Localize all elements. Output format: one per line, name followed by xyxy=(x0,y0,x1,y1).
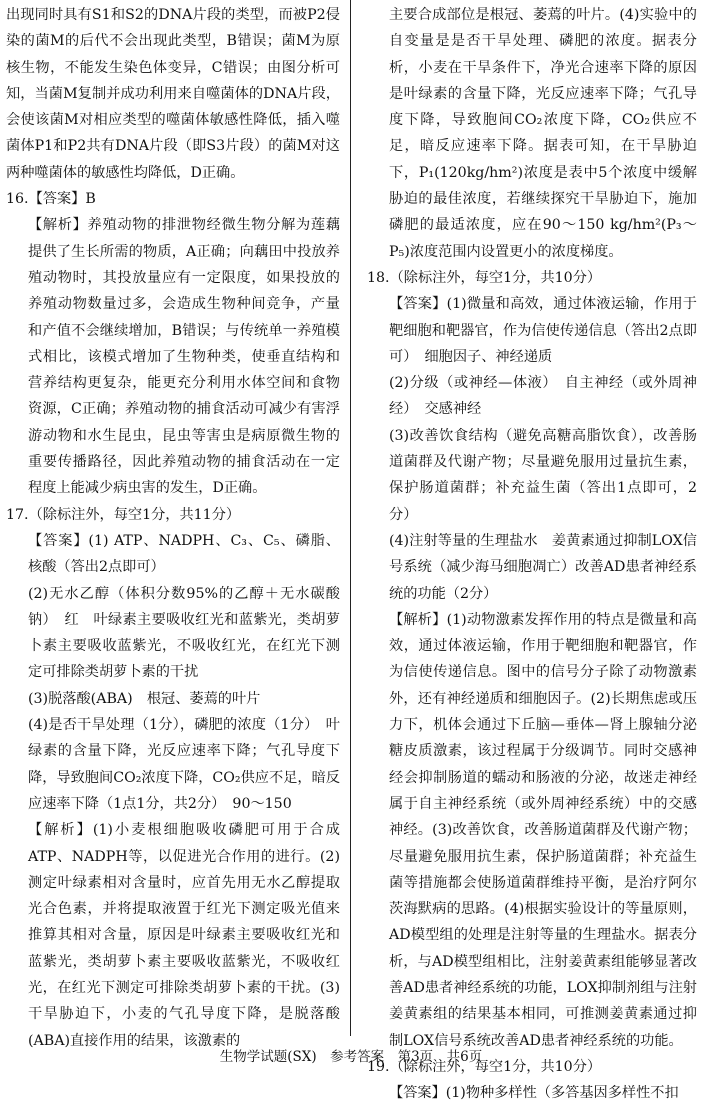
paragraph-q18-a2: (2)分级（或神经—体液） 自主神经（或外周神经） 交感神经 xyxy=(389,375,697,418)
paragraph-q18-a1: 【答案】(1)微量和高效，通过体液运输，作用于靶细胞和靶器官，作为信使传递信息（答出2点即可） 细胞因子、神经递质 xyxy=(389,296,697,365)
paragraph-q17-head: 17.（除标注外，每空1分，共11分） xyxy=(6,506,241,523)
paragraph-q17-a2: (2)无水乙醇（体积分数95%的乙醇＋无水碳酸钠） 红 叶绿素主要吸收红光和蓝紫光，类胡萝卜素主要吸收蓝紫光，不吸收红光，在红光下测定可排除类胡萝卜素的干扰 xyxy=(28,585,340,681)
paragraph-q18-a4: (4)注射等量的生理盐水 姜黄素通过抑制LOX信号系统（减少海马细胞凋亡）改善AD患者神经系统的功能（2分） xyxy=(389,532,697,602)
paragraph-q19-head: 19.（除标注外，每空1分，共10分） xyxy=(367,1058,602,1075)
paragraph-q17-a3: (3)脱落酸(ABA) 根冠、萎蔫的叶片 xyxy=(28,690,261,707)
paragraph-q17-jiexi-cont: 主要合成部位是根冠、萎蔫的叶片。(4)实验中的自变量是是否干旱处理、磷肥的浓度。据表分析，小麦在干旱条件下，净光合速率下降的原因是叶绿素的含量下降，光反应速率下降；气孔导度下降，导致胞间CO₂浓度下降，CO₂供应不足，暗反应速率下降。据表可知，在干旱胁迫下，P₁(120kg/hm²)浓度是表中5个浓度中缓解胁迫的最佳浓度，若继续探究干旱胁迫下，施加磷肥的最适浓度，应在90～150 kg/hm²(P₃～P₅)浓度范围内设置更小的浓度梯度。 xyxy=(389,7,697,260)
page-footer: 生物学试题(SX) 参考答案 第3页 共6页 xyxy=(219,1049,483,1065)
paragraph-q15-cont: 出现同时具有S1和S2的DNA片段的类型，而被P2侵染的菌M的后代不会出现此类型，B错误；菌M为原核生物，不能发生染色体变异，C错误；由图分析可知，当菌M复制并成功利用来自噬菌体的DNA片段，会使该菌M对相应类型的噬菌体敏感性降低，插入噬菌体P1和P2共有DNA片段（即S3片段）的菌M对这两种噬菌体的敏感性均降低，D正确。 xyxy=(6,7,340,181)
paragraph-q18-head: 18.（除标注外，每空1分，共10分） xyxy=(367,269,602,286)
paragraph-q17-jiexi: 【解析】(1)小麦根细胞吸收磷肥可用于合成ATP、NADPH等，以促进光合作用的进行。(2)测定叶绿素相对含量时，应首先用无水乙醇提取光合色素，并将提取液置于红光下测定吸光值来推算其相对含量，原因是叶绿素主要吸收红光和蓝紫光，类胡萝卜素主要吸收蓝紫光，不吸收红光，在红光下测定可排除类胡萝卜素的干扰。(3)干旱胁迫下，小麦的气孔导度下降，是脱落酸(ABA)直接作用的结果，该激素的 xyxy=(28,822,340,1049)
paragraph-q17-a4: (4)是否干旱处理（1分），磷肥的浓度（1分） 叶绿素的含量下降，光反应速率下降；气孔导度下降，导致胞间CO₂浓度下降，CO₂供应不足，暗反应速率下降（1点1分，共2分） 90～150 xyxy=(28,717,340,812)
column-divider xyxy=(350,0,351,1036)
right-column xyxy=(367,2,697,1106)
paragraph-q16-head: 16.【答案】B xyxy=(6,191,96,208)
paragraph-q18-a3: (3)改善饮食结构（避免高糖高脂饮食），改善肠道菌群及代谢产物；尽量避免服用过量抗生素，保护肠道菌群；补充益生菌（答出1点即可，2分） xyxy=(389,427,697,523)
paragraph-q18-jiexi: 【解析】(1)动物激素发挥作用的特点是微量和高效，通过体液运输，作用于靶细胞和靶器官，作为信使传递信息。图中的信号分子除了动物激素外，还有神经递质和细胞因子。(2)长期焦虑或压力下，机体会通过下丘脑—垂体—肾上腺轴分泌糖皮质激素，该过程属于分级调节。同时交感神经会抑制肠道的蠕动和肠液的分泌，故迷走神经属于自主神经系统（或外周神经系统）中的交感神经。(3)改善饮食，改善肠道菌群及代谢产物；尽量避免服用抗生素，保护肠道菌群；补充益生菌等措施都会使肠道菌群维持平衡，是治疗阿尔茨海默病的思路。(4)根据实验设计的等量原则，AD模型组的处理是注射等量的生理盐水。据表分析，与AD模型组相比，注射姜黄素组能够显著改善AD患者神经系统的功能，LOX抑制剂组与注射姜黄素组的结果基本相同，可推测姜黄素通过抑制LOX信号系统改善AD患者神经系统的功能。 xyxy=(389,611,697,1049)
left-column xyxy=(6,2,340,1054)
paragraph-q19-a1: 【答案】(1)物种多样性（多答基因多样性不扣 xyxy=(389,1085,679,1102)
paragraph-q16-jiexi: 【解析】养殖动物的排泄物经微生物分解为莲藕提供了生长所需的物质，A正确；向藕田中投放养殖动物时，其投放量应有一定限度，如果投放的养殖动物数量过多，会造成生物种间竞争，产量和产值不会继续增加，B错误；与传统单一养殖模式相比，该模式增加了生物种类，使垂直结构和营养结构更复杂，能更充分利用水体空间和食物资源，C正确；养殖动物的捕食活动可减少有害浮游动物和水生昆虫，昆虫等害虫是病原微生物的重要传播路径，因此养殖动物的捕食活动在一定程度上能减少病虫害的发生，D正确。 xyxy=(28,217,340,497)
paragraph-q17-a1: 【答案】(1) ATP、NADPH、C₃、C₅、磷脂、核酸（答出2点即可） xyxy=(28,532,340,576)
